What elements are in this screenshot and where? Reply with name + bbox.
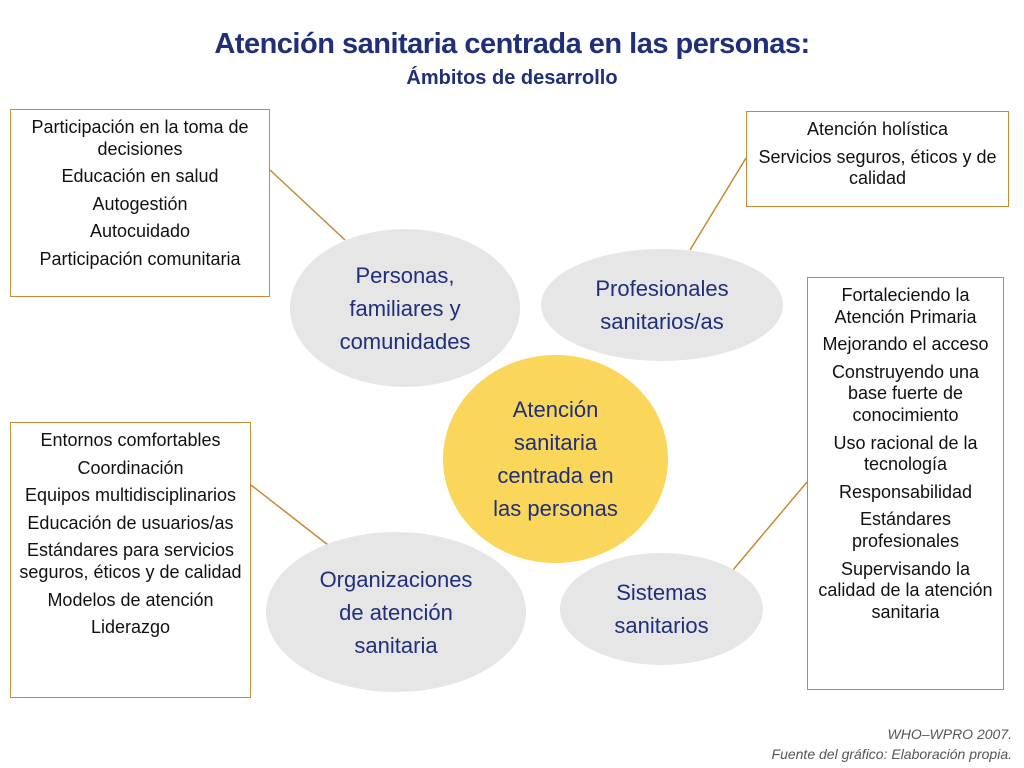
list-item: Supervisando la calidad de la atención sanitaria <box>818 558 993 622</box>
box-personas <box>10 109 270 297</box>
source-line-1: WHO–WPRO 2007. <box>887 726 1012 742</box>
box-profesionales <box>746 111 1009 207</box>
list-item: Educación en salud <box>61 166 219 187</box>
list-item: Uso racional de la tecnología <box>833 432 978 475</box>
diagram-title: Atención sanitaria centrada en las personas: <box>214 28 810 60</box>
connector-personas <box>270 170 345 240</box>
source-line-2: Fuente del gráfico: Elaboración propia. <box>771 746 1012 762</box>
box-sistemas <box>807 277 1004 690</box>
list-item: Fortaleciendo la Atención Primaria <box>834 285 977 327</box>
domain-label: Profesionales sanitarios/as <box>595 276 729 334</box>
list-item: Autogestión <box>92 193 188 214</box>
list-item: Autocuidado <box>89 221 191 242</box>
list-item: Educación de usuarios/as <box>27 512 234 533</box>
list-item: Servicios seguros, éticos y de calidad <box>758 146 997 189</box>
list-item: Entornos comfortables <box>40 430 221 450</box>
center-concept <box>443 355 668 563</box>
center-label: Atención sanitaria centrada en las personas <box>493 397 618 521</box>
list-item: Liderazgo <box>90 617 171 638</box>
list-item: Atención holística <box>806 119 949 139</box>
list-item: Coordinación <box>77 457 184 478</box>
domain-organizaciones <box>266 532 526 692</box>
box-organizaciones <box>10 422 251 698</box>
diagram-subtitle: Ámbitos de desarrollo <box>406 67 618 89</box>
domain-label: Sistemas sanitarios <box>614 580 709 638</box>
list-item: Participación en la toma de decisiones <box>31 117 249 159</box>
list-item: Estándares profesionales <box>851 509 960 551</box>
list-item: Estándares para servicios seguros, éticos y de calidad <box>19 540 242 582</box>
list-item: Modelos de atención <box>47 589 214 610</box>
list-item: Equipos multidisciplinarios <box>24 485 237 506</box>
domain-personas <box>290 229 520 387</box>
domain-profesionales <box>541 249 783 361</box>
list-item: Mejorando el acceso <box>822 334 989 355</box>
domain-label: Organizaciones de atención sanitaria <box>319 566 473 658</box>
list-item: Participación comunitaria <box>39 248 241 269</box>
connector-profesionales <box>690 158 746 250</box>
list-item: Construyendo una base fuerte de conocimiento <box>831 361 980 425</box>
domain-label: Personas, familiares y comunidades <box>339 262 471 354</box>
domain-sistemas <box>560 553 763 665</box>
list-item: Responsabilidad <box>838 481 973 502</box>
connector-sistemas <box>733 482 807 570</box>
connector-organizaciones <box>251 485 328 545</box>
